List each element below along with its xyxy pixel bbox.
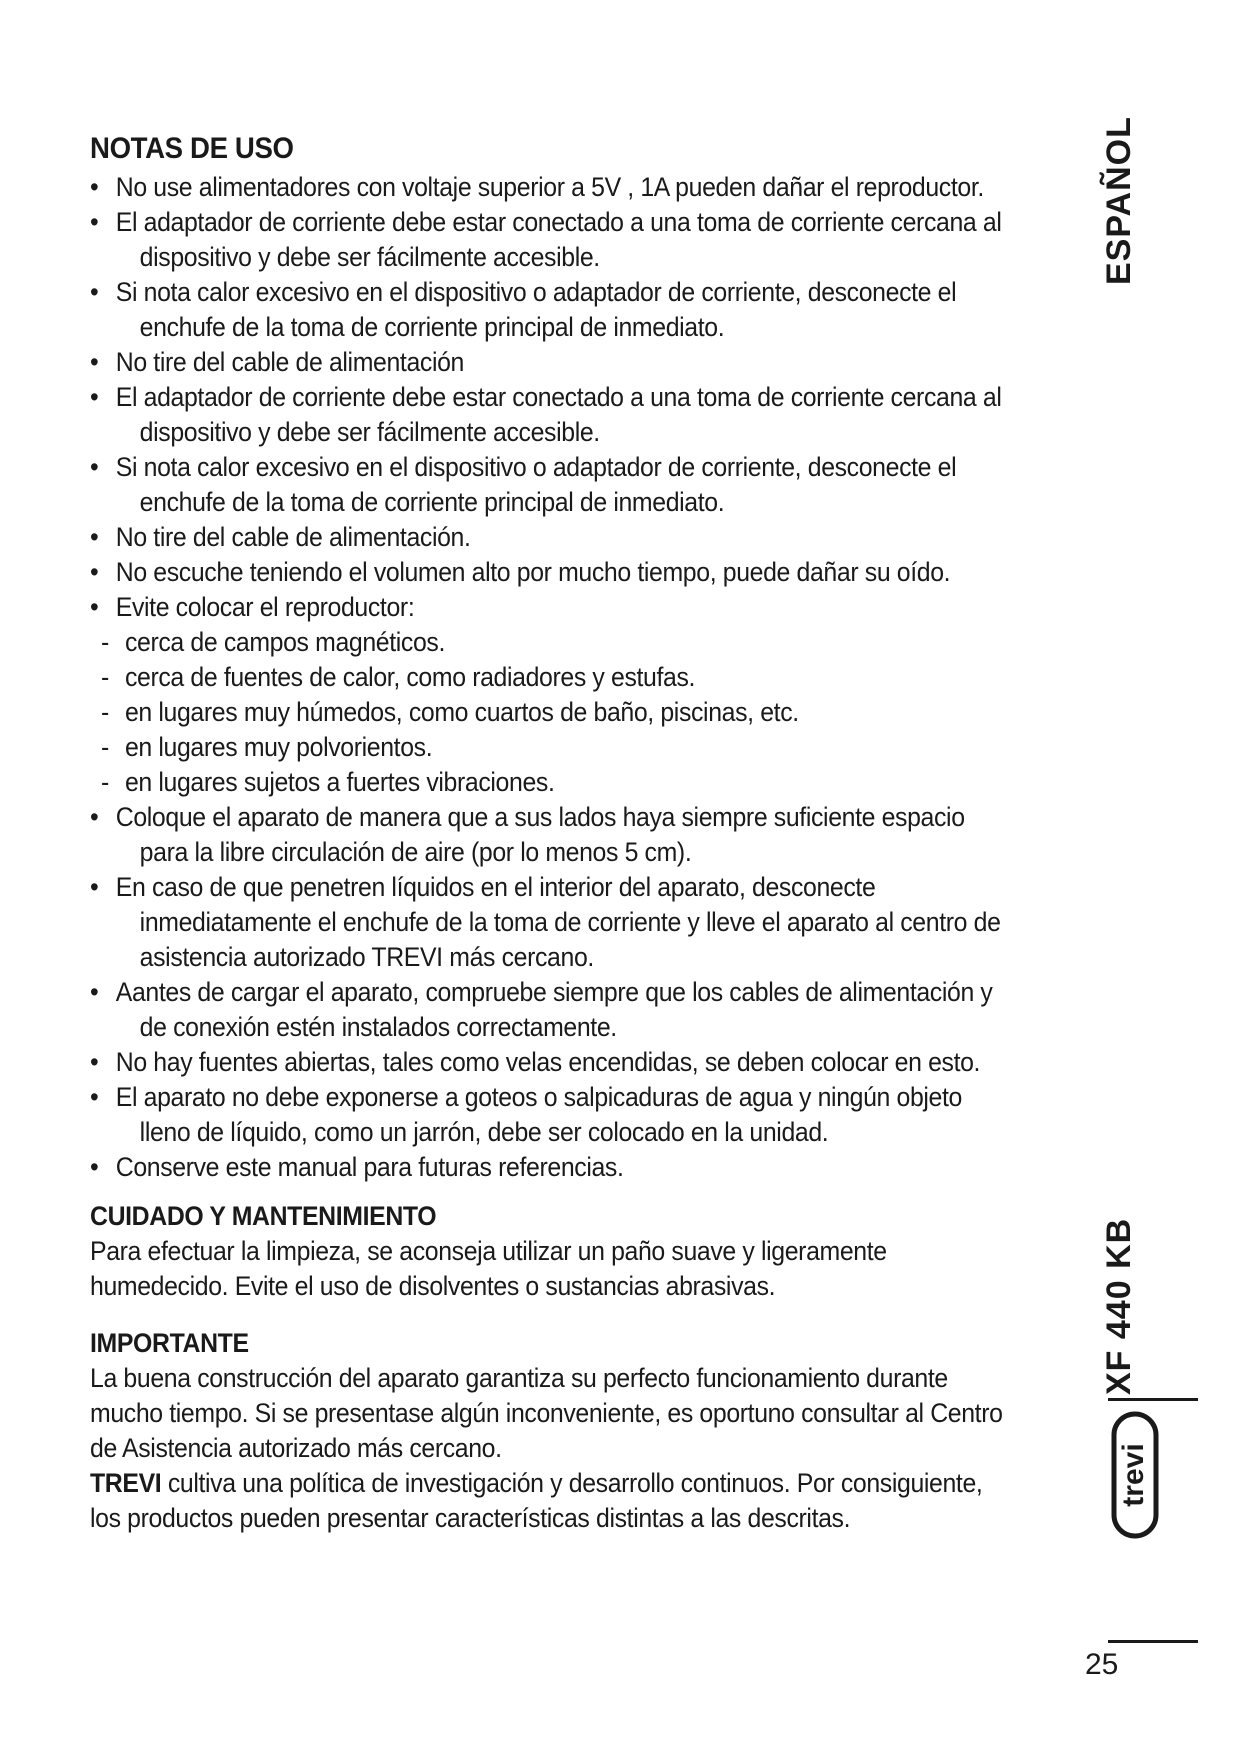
list-item: • Si nota calor excesivo en el dispositivo o adaptador de corriente, desconecte el enchufe de la toma de corriente principal de inmediato. <box>90 450 1010 520</box>
cuidado-heading: CUIDADO Y MANTENIMIENTO <box>90 1201 437 1231</box>
list-item: • En caso de que penetren líquidos en el interior del aparato, desconecte inmediatamente el enchufe de la toma de corriente y lleve el aparato al centro de asistencia autorizado TREVI más cercano. <box>90 870 1010 975</box>
model-label: XF 440 KB <box>1100 1217 1138 1395</box>
importante-text: La buena construcción del aparato garantiza su perfecto funcionamiento durante mucho tiempo. Si se presentase algún inconveniente, es oportuno consultar al Centro de Asistencia autorizado más cercano. <box>90 1363 1003 1463</box>
list-item: • Aantes de cargar el aparato, compruebe siempre que los cables de alimentación y de conexión estén instalados correctamente. <box>90 975 1010 1045</box>
page-number: 25 <box>1085 1648 1119 1681</box>
list-item: • Coloque el aparato de manera que a sus lados haya siempre suficiente espacio para la libre circulación de aire (por lo menos 5 cm). <box>90 800 1010 870</box>
notas-heading: NOTAS DE USO <box>90 132 294 165</box>
notas-list <box>90 170 1010 1185</box>
page-content <box>90 130 1010 1536</box>
list-item: • El aparato no debe exponerse a goteos o salpicaduras de agua y ningún objeto lleno de líquido, como un jarrón, debe ser colocado en la unidad. <box>90 1080 1010 1150</box>
importante-heading: IMPORTANTE <box>90 1328 249 1358</box>
cuidado-section <box>90 1199 1010 1304</box>
list-item: • No tire del cable de alimentación <box>90 345 1010 380</box>
list-item: • No use alimentadores con voltaje superior a 5V , 1A pueden dañar el reproductor. <box>90 170 1010 205</box>
list-item: • No tire del cable de alimentación. <box>90 520 1010 555</box>
sub-list-item: - en lugares sujetos a fuertes vibraciones. <box>90 765 1010 800</box>
logo-text: trevi <box>1116 1443 1150 1507</box>
cuidado-text: Para efectuar la limpieza, se aconseja utilizar un paño suave y ligeramente humedecido. Evite el uso de disolventes o sustancias abrasivas. <box>90 1236 887 1301</box>
list-item: • El adaptador de corriente debe estar conectado a una toma de corriente cercana al dispositivo y debe ser fácilmente accesible. <box>90 205 1010 275</box>
page-number-rule <box>1108 1640 1198 1643</box>
divider <box>1108 1398 1198 1401</box>
sub-list-item: - en lugares muy húmedos, como cuartos de baño, piscinas, etc. <box>90 695 1010 730</box>
list-item: • Conserve este manual para futuras referencias. <box>90 1150 1010 1185</box>
trevi-logo <box>1110 1410 1160 1540</box>
sub-list-item: - cerca de fuentes de calor, como radiadores y estufas. <box>90 660 1010 695</box>
list-item: • No escuche teniendo el volumen alto por mucho tiempo, puede dañar su oído. <box>90 555 1010 590</box>
list-item: • No hay fuentes abiertas, tales como velas encendidas, se deben colocar en esto. <box>90 1045 1010 1080</box>
list-item: • Si nota calor excesivo en el dispositivo o adaptador de corriente, desconecte el enchufe de la toma de corriente principal de inmediato. <box>90 275 1010 345</box>
importante-section <box>90 1326 1010 1536</box>
brand-name: TREVI <box>90 1468 162 1498</box>
sub-list-item: - cerca de campos magnéticos. <box>90 625 1010 660</box>
importante-text-2 <box>90 1466 1010 1536</box>
sub-list-item: - en lugares muy polvorientos. <box>90 730 1010 765</box>
importante-text-2-body: cultiva una política de investigación y desarrollo continuos. Por consiguiente, los productos pueden presentar características distintas a las descritas. <box>90 1468 983 1533</box>
list-item: • Evite colocar el reproductor: <box>90 590 1010 625</box>
list-item: • El adaptador de corriente debe estar conectado a una toma de corriente cercana al dispositivo y debe ser fácilmente accesible. <box>90 380 1010 450</box>
language-label: ESPAÑOL <box>1100 116 1138 285</box>
